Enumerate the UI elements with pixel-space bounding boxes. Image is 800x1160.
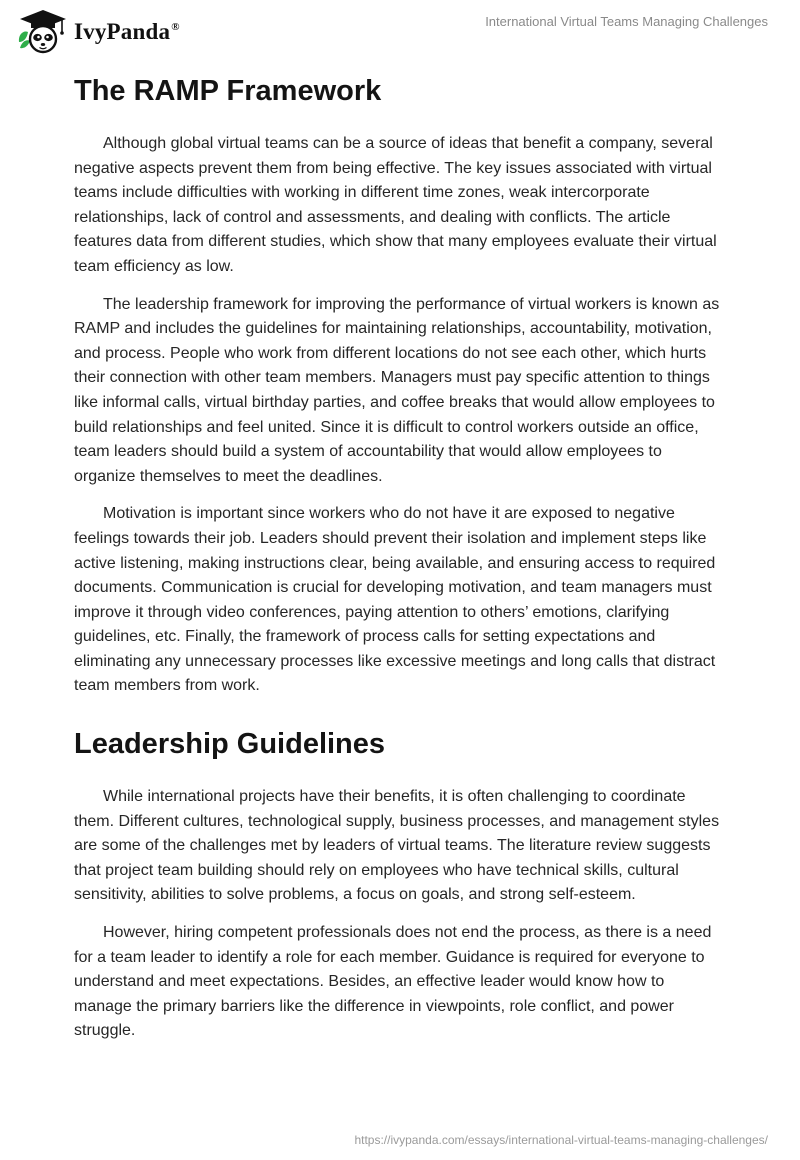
article-body <box>74 70 726 1044</box>
paragraph: The leadership framework for improving the performance of virtual workers is known as RAMP and includes the guidelines for maintaining relationships, accountability, motivation, and process. People who work from different locations do not see each other, which hurts their connection with other team members. Managers must pay specific attention to things like informal calls, virtual birthday parties, and coffee breaks that would allow employees to build relationships and feel united. Since it is difficult to control workers outside an office, team leaders should build a system of accountability that would allow employees to organize themselves to meet the deadlines. <box>74 295 720 485</box>
page-header <box>0 0 800 60</box>
source-url[interactable]: https://ivypanda.com/essays/international-virtual-teams-managing-challenges/ <box>354 1133 768 1147</box>
paragraph: However, hiring competent professionals does not end the process, as there is a need for a team leader to identify a role for each member. Guidance is required for everyone to understand and meet expectations. Besides, an effective leader would know how to manage the primary barriers like the difference in viewpoints, role conflict, and power struggle. <box>74 924 712 1040</box>
paragraph: Motivation is important since workers who do not have it are exposed to negative feelings towards their job. Leaders should prevent their isolation and implement steps like active listening, making instructions clear, being available, and ensuring access to required documents. Communication is crucial for developing motivation, and team managers must improve it through video conferences, paying attention to others’ emotions, clarifying guidelines, etc. Finally, the framework of process calls for setting expectations and eliminating any unnecessary processes like excessive meetings and long calls that distract team members from work. <box>74 505 716 695</box>
registered-mark: ® <box>171 21 180 34</box>
document-title: International Virtual Teams Managing Challenges <box>485 14 768 29</box>
ivypanda-logo[interactable] <box>16 8 180 54</box>
paragraph: While international projects have their benefits, it is often challenging to coordinate them. Different cultures, technological supply, business processes, and management styles are some of the challenges met by leaders of virtual teams. The literature review suggests that project team building should rely on employees who have technical skills, cultural sensitivity, abilities to solve problems, a focus on goals, and strong self-esteem. <box>74 788 720 904</box>
brand-name: IvyPanda® <box>74 19 180 44</box>
section-heading-ramp-framework: The RAMP Framework <box>74 75 382 107</box>
section-heading-leadership-guidelines: Leadership Guidelines <box>74 728 386 761</box>
panda-graduate-icon <box>16 8 70 54</box>
paragraph: Although global virtual teams can be a source of ideas that benefit a company, several negative aspects prevent them from being effective. The key issues associated with virtual teams include difficulties with working in different time zones, weak intercorporate relationships, lack of control and assessments, and dealing with conflicts. The article features data from different studies, which show that many employees evaluate their virtual team efficiency as low. <box>74 135 717 275</box>
